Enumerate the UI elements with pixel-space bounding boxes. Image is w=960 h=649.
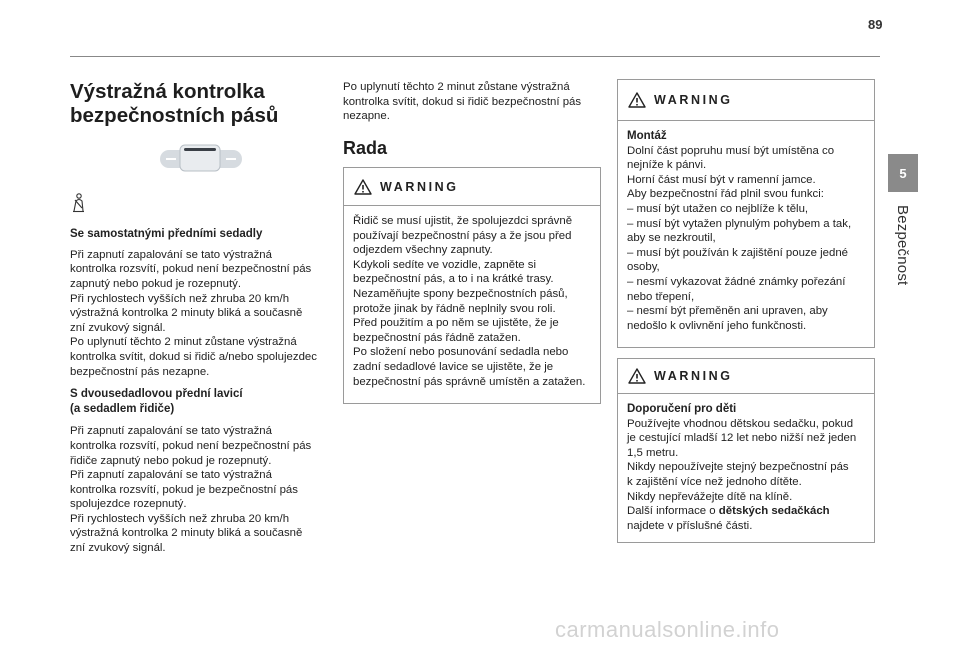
text-line: zní zvukový signál. [70,321,166,334]
text-line: Před použitím a po něm se ujistěte, že je [353,317,559,330]
text-line: bezpečnostní pás nezapne. [70,365,210,378]
warning-box-mounting [617,79,875,348]
text-line: Při rychlostech vyšších než zhruba 20 km/h [70,292,290,305]
section-title: Výstražná kontrolka bezpečnostních pásů [70,80,279,127]
text-line: zní zvukový signál. [70,542,166,555]
paragraph-single-seats [70,248,332,379]
subsection-heading-bench [70,387,332,416]
text-line: výstražná kontrolka 2 minuty bliká a současně [70,527,303,540]
text-line: aby se nezkroutil, [627,232,716,245]
text-line: Při zapnutí zapalování se tato výstražná [70,469,272,482]
heading-line: S dvousedadlovou přední lavicí [70,388,243,401]
warning-subheading: Montáž [627,130,667,142]
text-line: – nesmí vykazovat žádné známky pořezání [627,275,846,288]
intro-paragraph [343,80,599,124]
text-line: kontrolka rozsvítí, pokud je bezpečnostní pás [70,483,298,496]
text-line: kontrolka rozsvítí, pokud není bezpečnostní pás [70,263,312,276]
text-line: nezapne. [343,110,390,123]
text-line: Nezaměňujte spony bezpečnostních pásů, [353,287,568,300]
text-line: výstražná kontrolka 2 minuty bliká a současně [70,307,303,320]
text-line: protože jinak by řádně neplnily svou roli. [353,302,556,315]
text-line: odjezdem všechny zapnuty. [353,244,493,257]
chapter-tab[interactable]: 5 [888,154,918,192]
text-line: používají bezpečnostní pásy a že jsou před [353,229,572,242]
warning-subheading: Doporučení pro děti [627,403,737,415]
text-line: Používejte vhodnou dětskou sedačku, pokud [627,417,854,430]
text-line: spolujezdce rozepnutý. [70,498,187,511]
warning-title: WARNING [654,369,733,383]
text-line: – musí být vytažen plynulým pohybem a tak, [627,217,852,230]
chapter-title: Bezpečnost [894,205,911,286]
text-line: je cestující mladší 12 let nebo nižší než jeden [627,432,857,445]
warning-triangle-icon [354,179,372,195]
text-line: k zajištění více než jednoho dítěte. [627,475,802,488]
warning-header [344,168,600,205]
cross-reference[interactable]: dětských sedačkách [718,505,830,518]
seatbelt-icon [70,193,86,213]
subsection-heading-single-seats: Se samostatnými předními sedadly [70,228,263,241]
text-line: Řidič se musí ujistit, že spolujezdci správně [353,215,573,227]
text-line: Aby bezpečnostní řád plnil svou funkci: [627,188,824,201]
warning-body [344,205,600,398]
text-line: – musí být používán k zajištění pouze jedné [627,246,848,259]
text-line: Kdykoli sedíte ve vozidle, zapněte si [353,258,536,271]
watermark: carmanualsonline.info [555,617,780,642]
text-line: Nikdy nepoužívejte stejný bezpečnostní pás [627,461,849,474]
instrument-cluster-icon [158,142,244,174]
text-line: zadní sedadlové lavice se ujistěte, že je [353,360,554,373]
text-line: nebo třepení, [627,290,695,303]
warning-title: WARNING [380,179,459,194]
text-line: kontrolka rozsvítí, pokud není bezpečnostní pás [70,439,312,452]
text-line: bezpečnostní pás řádně zatažen. [353,331,521,344]
warning-triangle-icon [628,92,646,108]
text-line: zapnutý nebo pokud je rozepnutý. [70,277,241,290]
text-line: nedošlo k ovlivnění jeho funkčnosti. [627,319,807,332]
text-line: Při zapnutí zapalování se tato výstražná [70,425,272,438]
warning-box-advice [343,167,601,404]
text-line: – musí být utažen co nejblíže k tělu, [627,202,809,215]
advice-heading: Rada [343,137,388,158]
paragraph-bench [70,424,332,555]
text-line: bezpečnostní pás správně umístěn a zatažen. [353,375,586,388]
text-line: osoby, [627,261,660,274]
text-line: nejníže k pánvi. [627,159,707,172]
middle-column [343,80,599,158]
text-line: Po složení nebo posunování sedadla nebo [353,346,569,359]
text-line: Dolní část popruhu musí být umístěna co [627,144,835,157]
text-line: – nesmí být přeměněn ani upraven, aby [627,305,828,318]
warning-box-children [617,358,875,543]
text-line: najdete v příslušné části. [627,519,753,532]
text-line: Při zapnutí zapalování se tato výstražná [70,248,272,261]
text-line: Horní část musí být v ramenní jamce. [627,173,816,186]
warning-title: WARNING [654,93,733,107]
chapter-title-container [894,205,914,335]
text-line: Po uplynutí těchto 2 minut zůstane výstražná [70,336,297,349]
heading-line: (a sedadlem řidiče) [70,402,175,415]
text-line: Po uplynutí těchto 2 minut zůstane výstražná [343,81,570,93]
page-number: 89 [868,17,883,32]
warning-header [618,80,874,120]
text-line: bezpečnostní pás, a to i na krátké trasy. [353,273,554,286]
text-line-with-link [627,504,865,519]
text-line: řidiče zapnutý nebo pokud je rozepnutý. [70,454,272,467]
text-line: kontrolka svítit, dokud si řidič bezpečnostní pás [343,95,582,108]
warning-header [618,359,874,393]
header-rule [70,56,880,57]
text-line: Při rychlostech vyšších než zhruba 20 km/h [70,512,290,525]
left-column [70,80,332,556]
warning-body [618,120,874,342]
text-line: Nikdy nepřevážejte dítě na klíně. [627,490,793,503]
text-line: kontrolka svítit, dokud si řidič a/nebo spolujezdec [70,350,317,363]
warning-body [618,393,874,542]
text-line: 1,5 metru. [627,446,679,459]
warning-triangle-icon [628,368,646,384]
text-fragment: Další informace o [627,505,719,518]
